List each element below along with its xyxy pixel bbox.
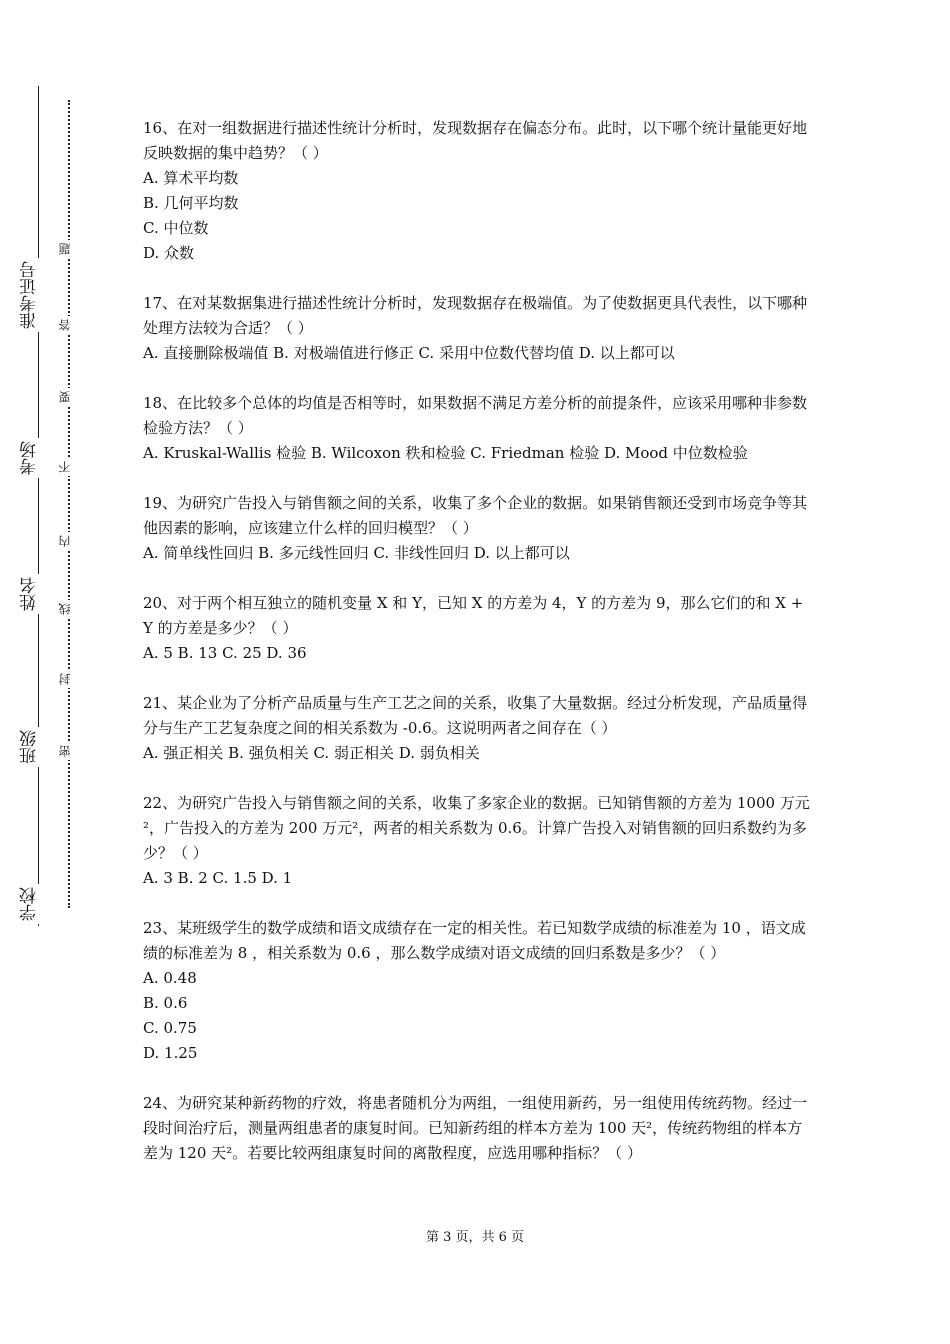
seal-char: 答 — [59, 316, 77, 334]
question-21 — [143, 691, 813, 766]
options-line: A. 强正相关 B. 强负相关 C. 弱正相关 D. 弱负相关 — [143, 744, 480, 762]
field-label-class: 班级 — [22, 727, 44, 767]
question-list — [143, 116, 813, 1191]
seal-char: 线 — [59, 600, 77, 618]
question-stem: 19、为研究广告投入与销售额之间的关系，收集了多个企业的数据。如果销售额还受到市场竞争等其他因素的影响，应该建立什么样的回归模型？（ ） — [143, 494, 808, 537]
option-c: C. 中位数 — [143, 219, 209, 237]
question-stem: 20、对于两个相互独立的随机变量 X 和 Y，已知 X 的方差为 4，Y 的方差为 9，那么它们的和 X + Y 的方差是多少？（ ） — [143, 594, 804, 637]
page-footer: 第 3 页，共 6 页 — [425, 1230, 525, 1245]
question-stem: 18、在比较多个总体的均值是否相等时，如果数据不满足方差分析的前提条件，应该采用哪种非参数检验方法？（ ） — [143, 394, 808, 437]
field-label-school: 学校 — [22, 884, 44, 924]
question-23 — [143, 916, 813, 1066]
question-16 — [143, 116, 813, 266]
seal-char: 题 — [59, 240, 77, 258]
field-label-exam-number: 准考证号 — [22, 258, 44, 332]
question-19 — [143, 491, 813, 566]
options-line: A. 5 B. 13 C. 25 D. 36 — [143, 644, 307, 662]
options-line: A. Kruskal-Wallis 检验 B. Wilcoxon 秩和检验 C. Friedman 检验 D. Mood 中位数检验 — [143, 444, 748, 462]
question-20 — [143, 591, 813, 666]
question-18 — [143, 391, 813, 466]
question-stem: 21、某企业为了分析产品质量与生产工艺之间的关系，收集了大量数据。经过分析发现，产品质量得分与生产工艺复杂度之间的相关系数为 -0.6。这说明两者之间存在（ ） — [143, 694, 808, 737]
binding-dotted-line — [68, 100, 70, 908]
question-stem: 16、在对一组数据进行描述性统计分析时，发现数据存在偏态分布。此时，以下哪个统计量能更好地反映数据的集中趋势？（ ） — [143, 119, 808, 162]
binding-solid-line — [38, 86, 39, 926]
options-line: A. 直接删除极端值 B. 对极端值进行修正 C. 采用中位数代替均值 D. 以上都可以 — [143, 344, 675, 362]
question-stem: 24、为研究某种新药物的疗效，将患者随机分为两组，一组使用新药，另一组使用传统药物。经过一段时间治疗后，测量两组患者的康复时间。已知新药组的样本方差为 100 天²，传统药物组的样本方差为 120 天²。若要比较两组康复时间的离散程度，应选用哪种指标？（ ） — [143, 1094, 808, 1162]
seal-char: 要 — [59, 388, 77, 406]
question-17 — [143, 291, 813, 366]
option-d: D. 1.25 — [143, 1044, 198, 1062]
field-label-name: 姓名 — [22, 574, 44, 614]
field-label-exam-room: 考场 — [22, 438, 44, 478]
seal-char: 内 — [59, 532, 77, 550]
question-stem: 23、某班级学生的数学成绩和语文成绩存在一定的相关性。若已知数学成绩的标准差为 10 ，语文成绩的标准差为 8 ，相关系数为 0.6 ，那么数学成绩对语文成绩的回归系数是多少？（ ） — [143, 919, 806, 962]
question-24 — [143, 1091, 813, 1166]
option-c: C. 0.75 — [143, 1019, 197, 1037]
question-stem: 22、为研究广告投入与销售额之间的关系，收集了多家企业的数据。已知销售额的方差为 1000 万元²，广告投入的方差为 200 万元²，两者的相关系数为 0.6。计算广告投入对销售额的回归系数约为多少？（ ） — [143, 794, 810, 862]
seal-char: 不 — [59, 458, 77, 476]
question-stem: 17、在对某数据集进行描述性统计分析时，发现数据存在极端值。为了使数据更具代表性，以下哪种处理方法较为合适？（ ） — [143, 294, 808, 337]
option-b: B. 几何平均数 — [143, 194, 239, 212]
seal-char: 封 — [59, 670, 77, 688]
question-22 — [143, 791, 813, 891]
options-line: A. 3 B. 2 C. 1.5 D. 1 — [143, 869, 293, 887]
option-a: A. 算术平均数 — [143, 169, 239, 187]
option-b: B. 0.6 — [143, 994, 188, 1012]
seal-char: 密 — [59, 742, 77, 760]
option-d: D. 众数 — [143, 244, 195, 262]
option-a: A. 0.48 — [143, 969, 197, 987]
options-line: A. 简单线性回归 B. 多元线性回归 C. 非线性回归 D. 以上都可以 — [143, 544, 570, 562]
